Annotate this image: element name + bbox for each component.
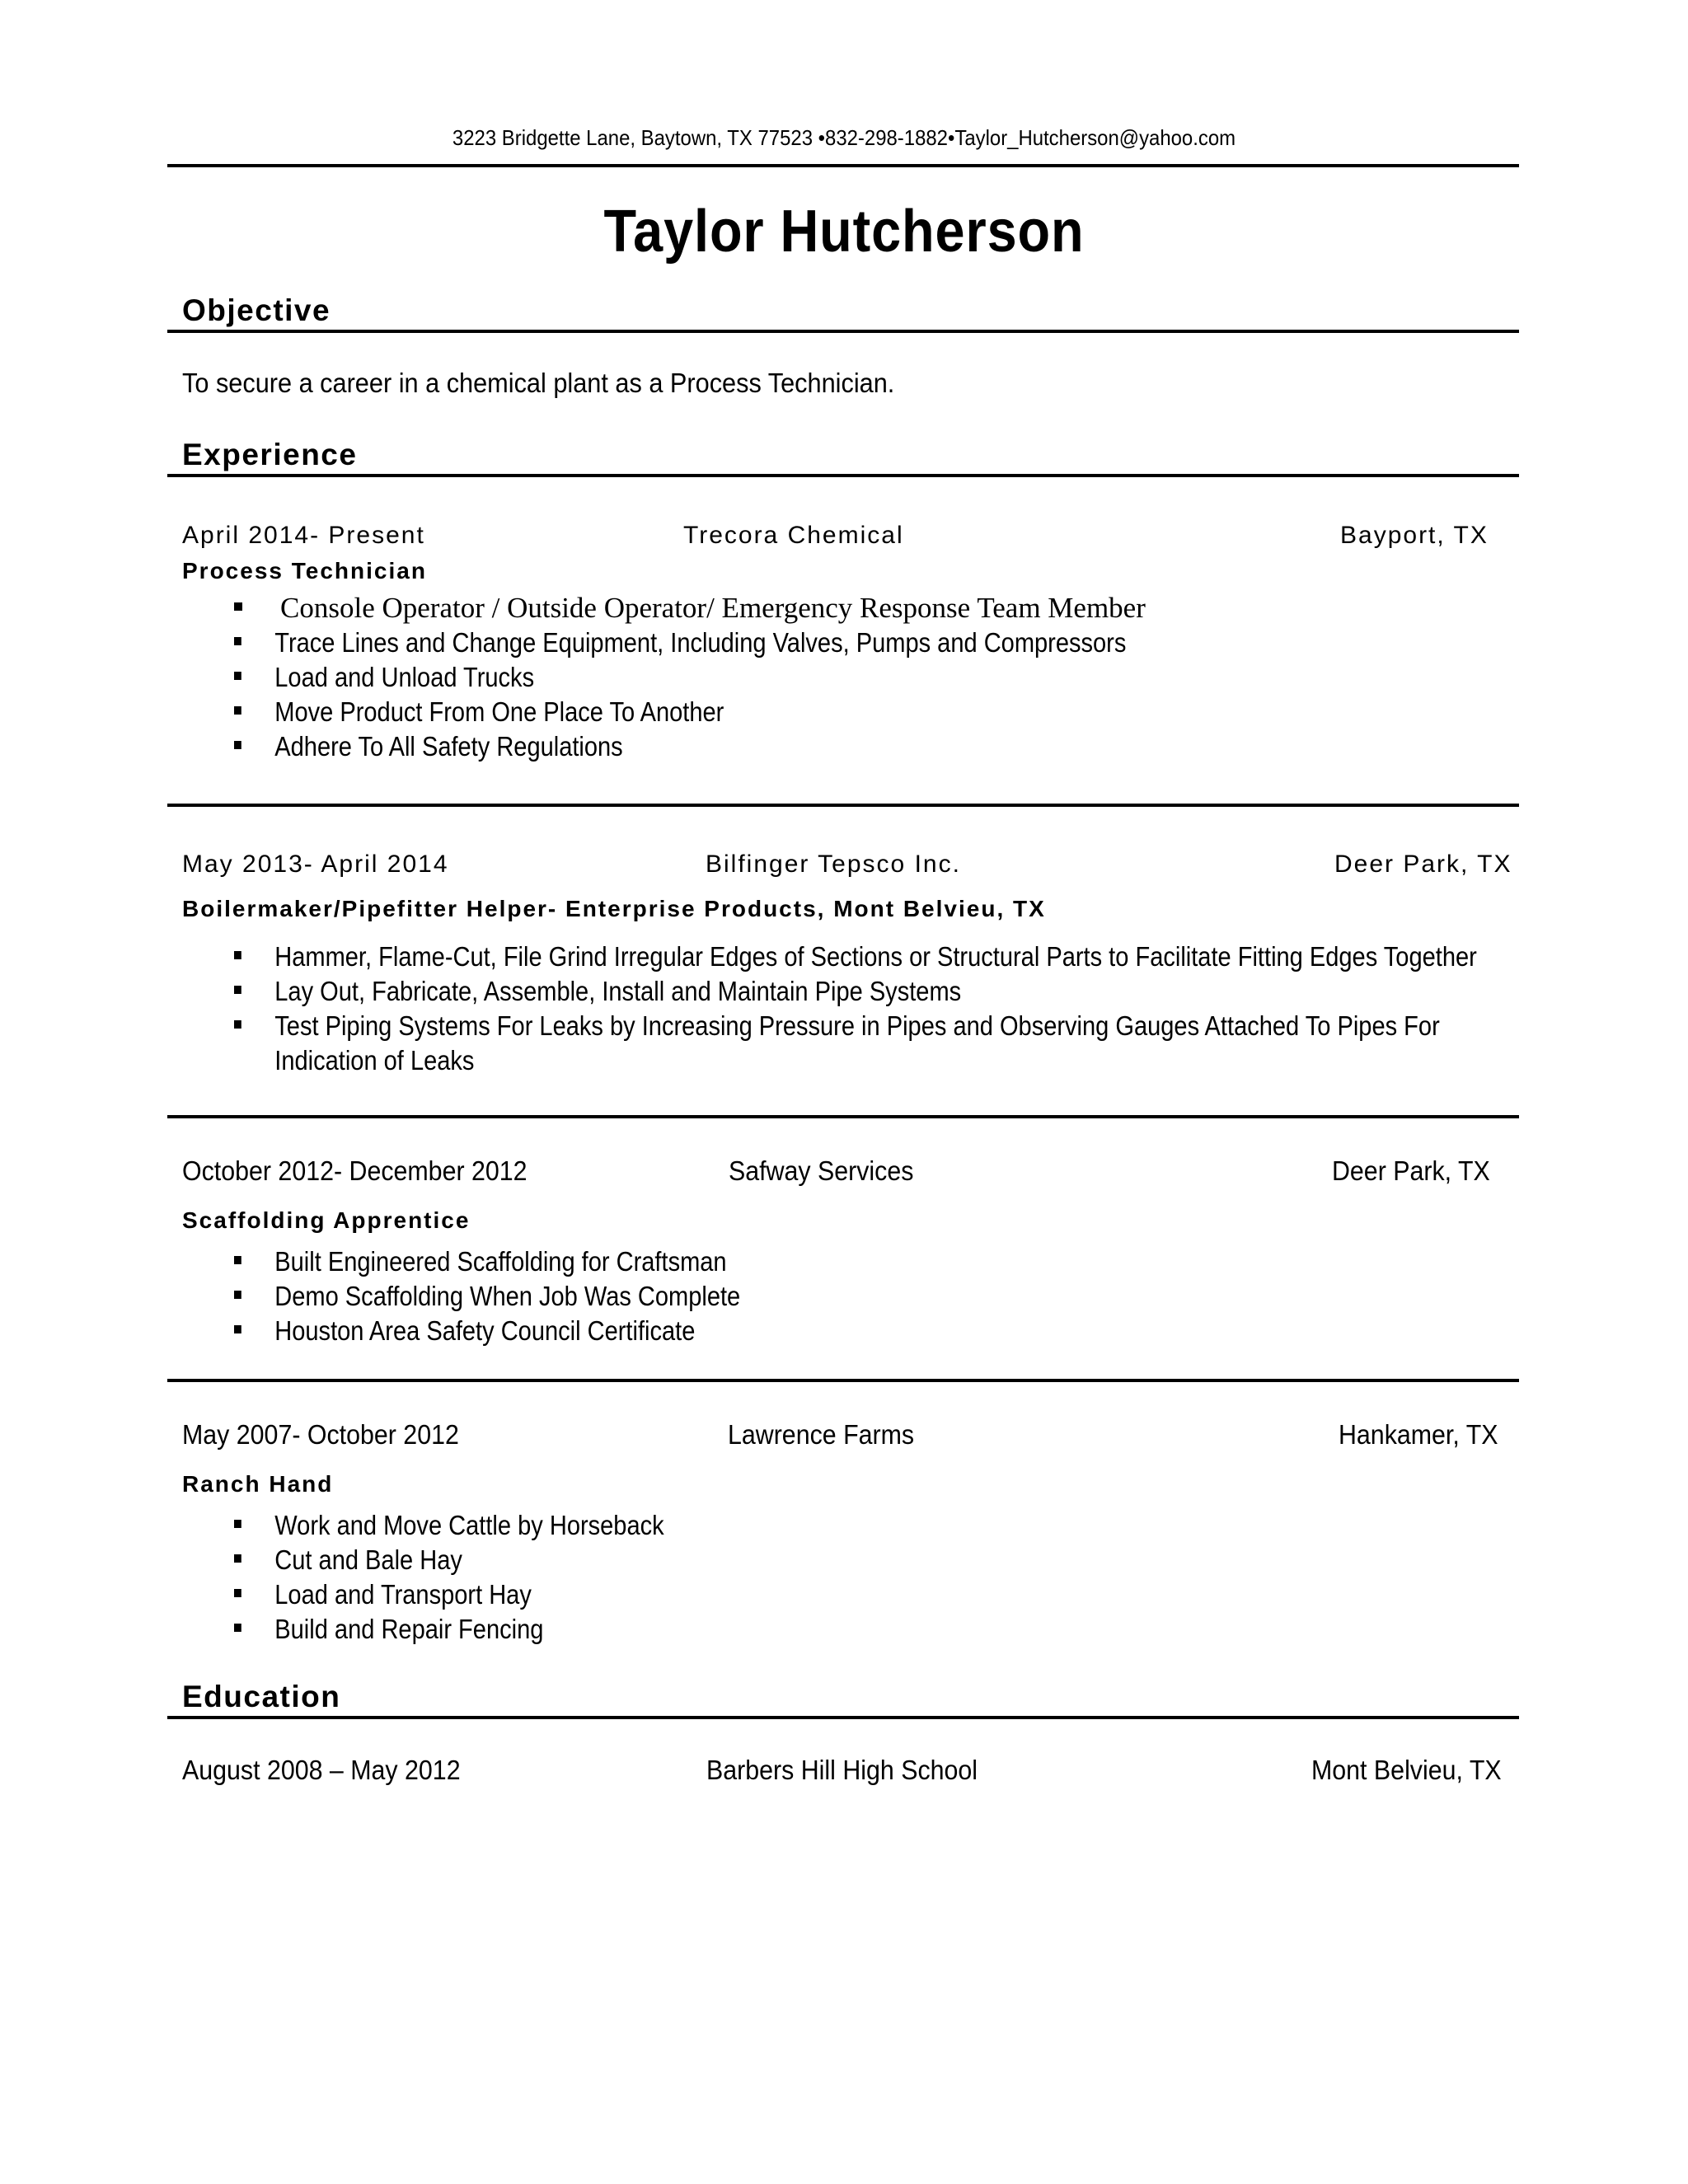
list-item: Built Engineered Scaffolding for Craftsman <box>234 1244 1566 1279</box>
job-dates: May 2007- October 2012 <box>182 1419 459 1450</box>
experience-rule <box>167 474 1519 477</box>
bullet-square-icon <box>234 741 241 749</box>
job-header <box>182 1419 1501 1452</box>
section-title-education: Education <box>182 1680 341 1713</box>
job-bullets <box>234 591 1688 764</box>
list-item: Trace Lines and Change Equipment, Including Valves, Pumps and Compressors <box>234 626 1566 660</box>
job-bullets <box>234 940 1688 1078</box>
bullet-square-icon <box>234 602 242 611</box>
job-location: Hankamer, TX <box>1339 1419 1498 1450</box>
job-title: Scaffolding Apprentice <box>182 1207 471 1233</box>
education-row <box>182 1755 1501 1788</box>
job-header <box>182 851 1512 883</box>
job-title: Boilermaker/Pipefitter Helper- Enterprise Products, Mont Belvieu, TX <box>182 896 1046 921</box>
job-header <box>182 522 1501 555</box>
list-item: Console Operator / Outside Operator/ Emergency Response Team Member <box>234 591 1688 626</box>
list-item: Hammer, Flame-Cut, File Grind Irregular Edges of Sections or Structural Parts to Facilitate Fitting Edges Together <box>234 940 1566 974</box>
list-item: Test Piping Systems For Leaks by Increasing Pressure in Pipes and Observing Gauges Attached To Pipes For <box>234 1009 1566 1043</box>
job-divider <box>167 804 1519 807</box>
contact-line: 3223 Bridgette Lane, Baytown, TX 77523 •832-298-1882•Taylor_Hutcherson@yahoo.com <box>452 125 1236 150</box>
list-item: Load and Unload Trucks <box>234 660 1566 695</box>
section-title-experience: Experience <box>182 438 358 471</box>
bullet-square-icon <box>234 706 241 715</box>
objective-text: To secure a career in a chemical plant as a Process Technician. <box>182 368 895 398</box>
bullet-square-icon <box>234 1256 241 1264</box>
education-dates: August 2008 – May 2012 <box>182 1755 461 1785</box>
job-dates: May 2013- April 2014 <box>182 851 449 878</box>
bullet-square-icon <box>234 1291 241 1299</box>
bullet-square-icon <box>234 672 241 680</box>
job-company: Safway Services <box>729 1155 914 1186</box>
bullet-square-icon <box>234 1020 241 1029</box>
list-item: Cut and Bale Hay <box>234 1543 1566 1577</box>
job-title: Ranch Hand <box>182 1471 334 1497</box>
candidate-name: Taylor Hutcherson <box>603 199 1085 265</box>
list-item-continuation: Indication of Leaks <box>274 1045 475 1076</box>
job-location: Deer Park, TX <box>1332 1155 1490 1186</box>
job-company: Bilfinger Tepsco Inc. <box>706 851 961 878</box>
bullet-square-icon <box>234 637 241 645</box>
job-title: Process Technician <box>182 558 427 583</box>
job-location: Deer Park, TX <box>1334 851 1512 878</box>
job-dates: April 2014- Present <box>182 522 425 549</box>
job-bullets <box>234 1244 1688 1348</box>
bullet-square-icon <box>234 986 241 994</box>
job-divider <box>167 1379 1519 1382</box>
list-item: Work and Move Cattle by Horseback <box>234 1508 1566 1543</box>
job-location: Bayport, TX <box>1340 522 1489 549</box>
education-school: Barbers Hill High School <box>706 1755 978 1785</box>
bullet-square-icon <box>234 1520 241 1528</box>
list-item: Lay Out, Fabricate, Assemble, Install and Maintain Pipe Systems <box>234 974 1566 1009</box>
bullet-square-icon <box>234 1554 241 1563</box>
job-header <box>182 1155 1501 1188</box>
bullet-square-icon <box>234 1624 241 1632</box>
job-company: Lawrence Farms <box>728 1419 915 1450</box>
list-item: Adhere To All Safety Regulations <box>234 729 1566 764</box>
list-item: Build and Repair Fencing <box>234 1612 1566 1647</box>
job-company: Trecora Chemical <box>683 522 904 549</box>
bullet-square-icon <box>234 1589 241 1597</box>
section-title-objective: Objective <box>182 293 331 327</box>
education-location: Mont Belvieu, TX <box>1311 1755 1502 1785</box>
bullet-square-icon <box>234 1325 241 1333</box>
list-item: Houston Area Safety Council Certificate <box>234 1314 1566 1348</box>
list-item: Move Product From One Place To Another <box>234 695 1566 729</box>
job-divider <box>167 1115 1519 1118</box>
job-dates: October 2012- December 2012 <box>182 1155 528 1186</box>
bullet-square-icon <box>234 951 241 959</box>
list-item: Demo Scaffolding When Job Was Complete <box>234 1279 1566 1314</box>
list-item: Load and Transport Hay <box>234 1577 1566 1612</box>
header-rule <box>167 164 1519 167</box>
education-rule <box>167 1716 1519 1719</box>
objective-rule <box>167 330 1519 333</box>
job-bullets <box>234 1508 1688 1647</box>
